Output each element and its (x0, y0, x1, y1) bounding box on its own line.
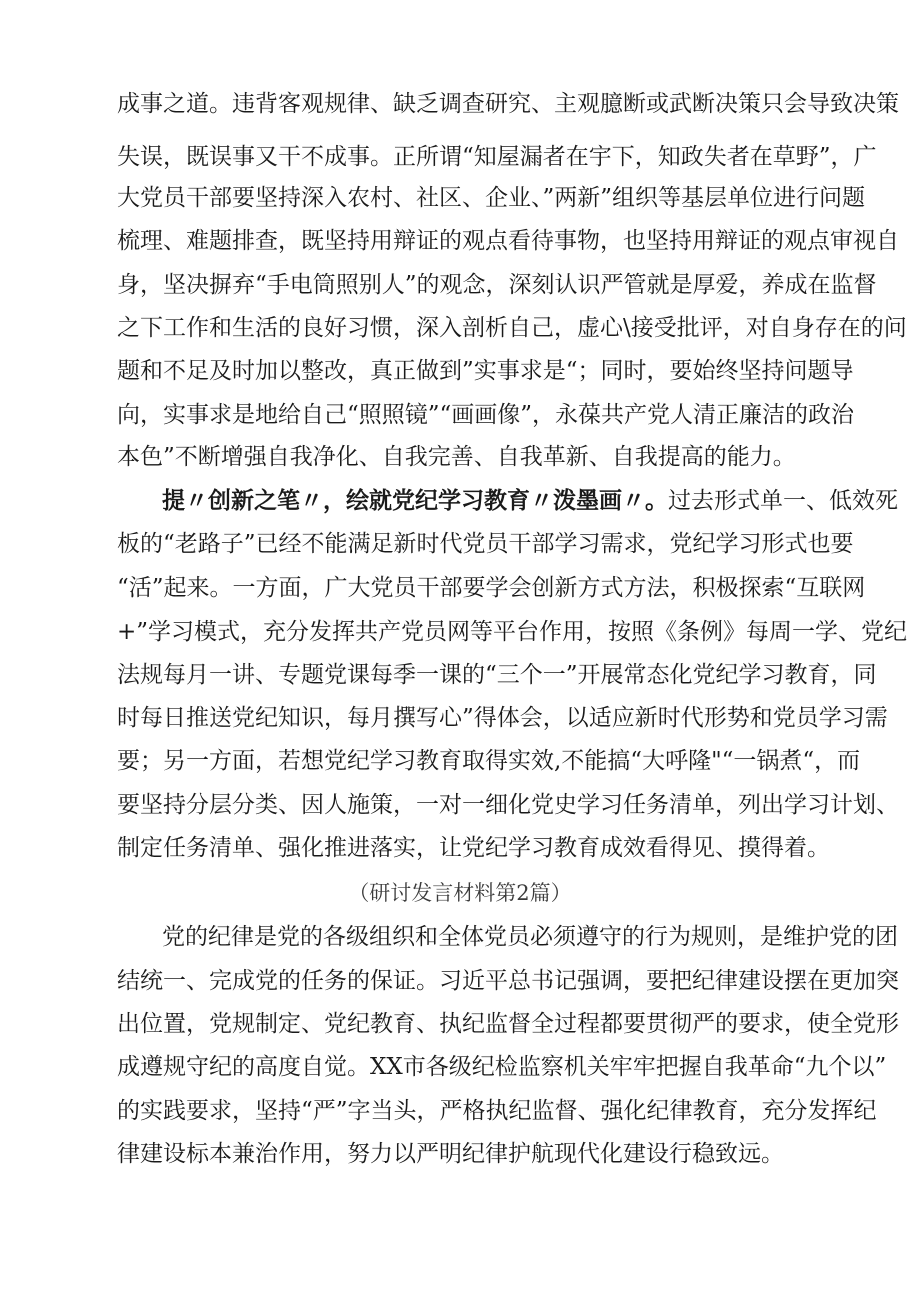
paragraph-line-rest: 过去形式单一、低效死 (668, 488, 898, 514)
paragraph-line: 本色”不断增强自我净化、自我完善、自我革新、自我提高的能力。 (117, 444, 796, 470)
paragraph-line: 梳理、难题排查，既坚持用辩证的观点看待事物，也坚持用辩证的观点审视自 (117, 228, 899, 254)
paragraph-line: 要坚持分层分类、因人施策，一对一细化党史学习任务清单，列出学习计划、 (117, 792, 899, 818)
section-lead-heading: 提〃创新之笔〃，绘就党纪学习教育〃泼墨画〃。 (162, 488, 668, 514)
paragraph-line: 律建设标本兼治作用，努力以严明纪律护航现代化建设行稳致远。 (117, 1141, 784, 1167)
paragraph-line: “活”起来。一方面，广大党员干部要学会创新方式方法，积极探索“互联网 (117, 575, 866, 601)
paragraph-line: 身，坚决摒弃“手电筒照别人”的观念，深刻认识严管就是厚爱，养成在监督 (117, 272, 877, 298)
paragraph-line: 大党员干部要坚持深入农村、社区、企业、”两新”组织等基层单位进行问题 (117, 185, 866, 211)
paragraph-line: 党的纪律是党的各级组织和全体党员必须遵守的行为规则，是维护党的团 (162, 924, 898, 950)
paragraph-first-line (117, 486, 898, 516)
paragraph-line: 制定任务清单、强化推进落实，让党纪学习教育成效看得见、摸得着。 (117, 835, 830, 861)
section-caption: （研讨发言材料第2篇） (348, 881, 572, 905)
paragraph-line: 出位置，党规制定、党纪教育、执纪监督全过程都要贯彻严的要求，使全党形 (117, 1011, 899, 1037)
paragraph-line: 要；另一方面，若想党纪学习教育取得实效,不能搞“大呼隆"“一锅煮“，而 (117, 748, 861, 774)
paragraph-line: 时每日推送党纪知识，每月撰写心”得体会，以适应新时代形势和党员学习需 (117, 705, 888, 731)
paragraph-line: 题和不足及时加以整改，真正做到”实事求是“；同时，要始终坚持问题导 (117, 358, 854, 384)
paragraph-line: +”学习模式，充分发挥共产党员网等平台作用，按照《条例》每周一学、党纪 (117, 619, 908, 645)
paragraph-line: 失误，既误事又干不成事。正所谓“知屋漏者在宇下，知政失者在草野”，广 (117, 144, 877, 170)
paragraph-line: 向，实事求是地给自己“照照镜”“画画像”，永葆共产党人清正廉洁的政治 (117, 402, 855, 428)
paragraph-line: 之下工作和生活的良好习惯，深入剖析自己，虚心\接受批评，对自身存在的问 (117, 315, 907, 341)
paragraph-line: 成事之道。违背客观规律、缺乏调查研究、主观臆断或武断决策只会导致决策 (117, 91, 899, 117)
paragraph-line: 成遵规守纪的高度自觉。XX市各级纪检监察机关牢牢把握自我革命“九个以” (117, 1054, 887, 1080)
paragraph-line: 的实践要求，坚持“严”字当头，严格执纪监督、强化纪律教育，充分发挥纪 (117, 1098, 877, 1124)
paragraph-line: 结统一、完成党的任务的保证。习近平总书记强调，要把纪律建设摆在更加突 (117, 968, 899, 994)
paragraph-line: 法规每月一讲、专题党课每季一课的“三个一”开展常态化党纪学习教育，同 (117, 662, 877, 688)
paragraph-line: 板的“老路子”已经不能满足新时代党员干部学习需求，党纪学习形式也要 (117, 531, 854, 557)
